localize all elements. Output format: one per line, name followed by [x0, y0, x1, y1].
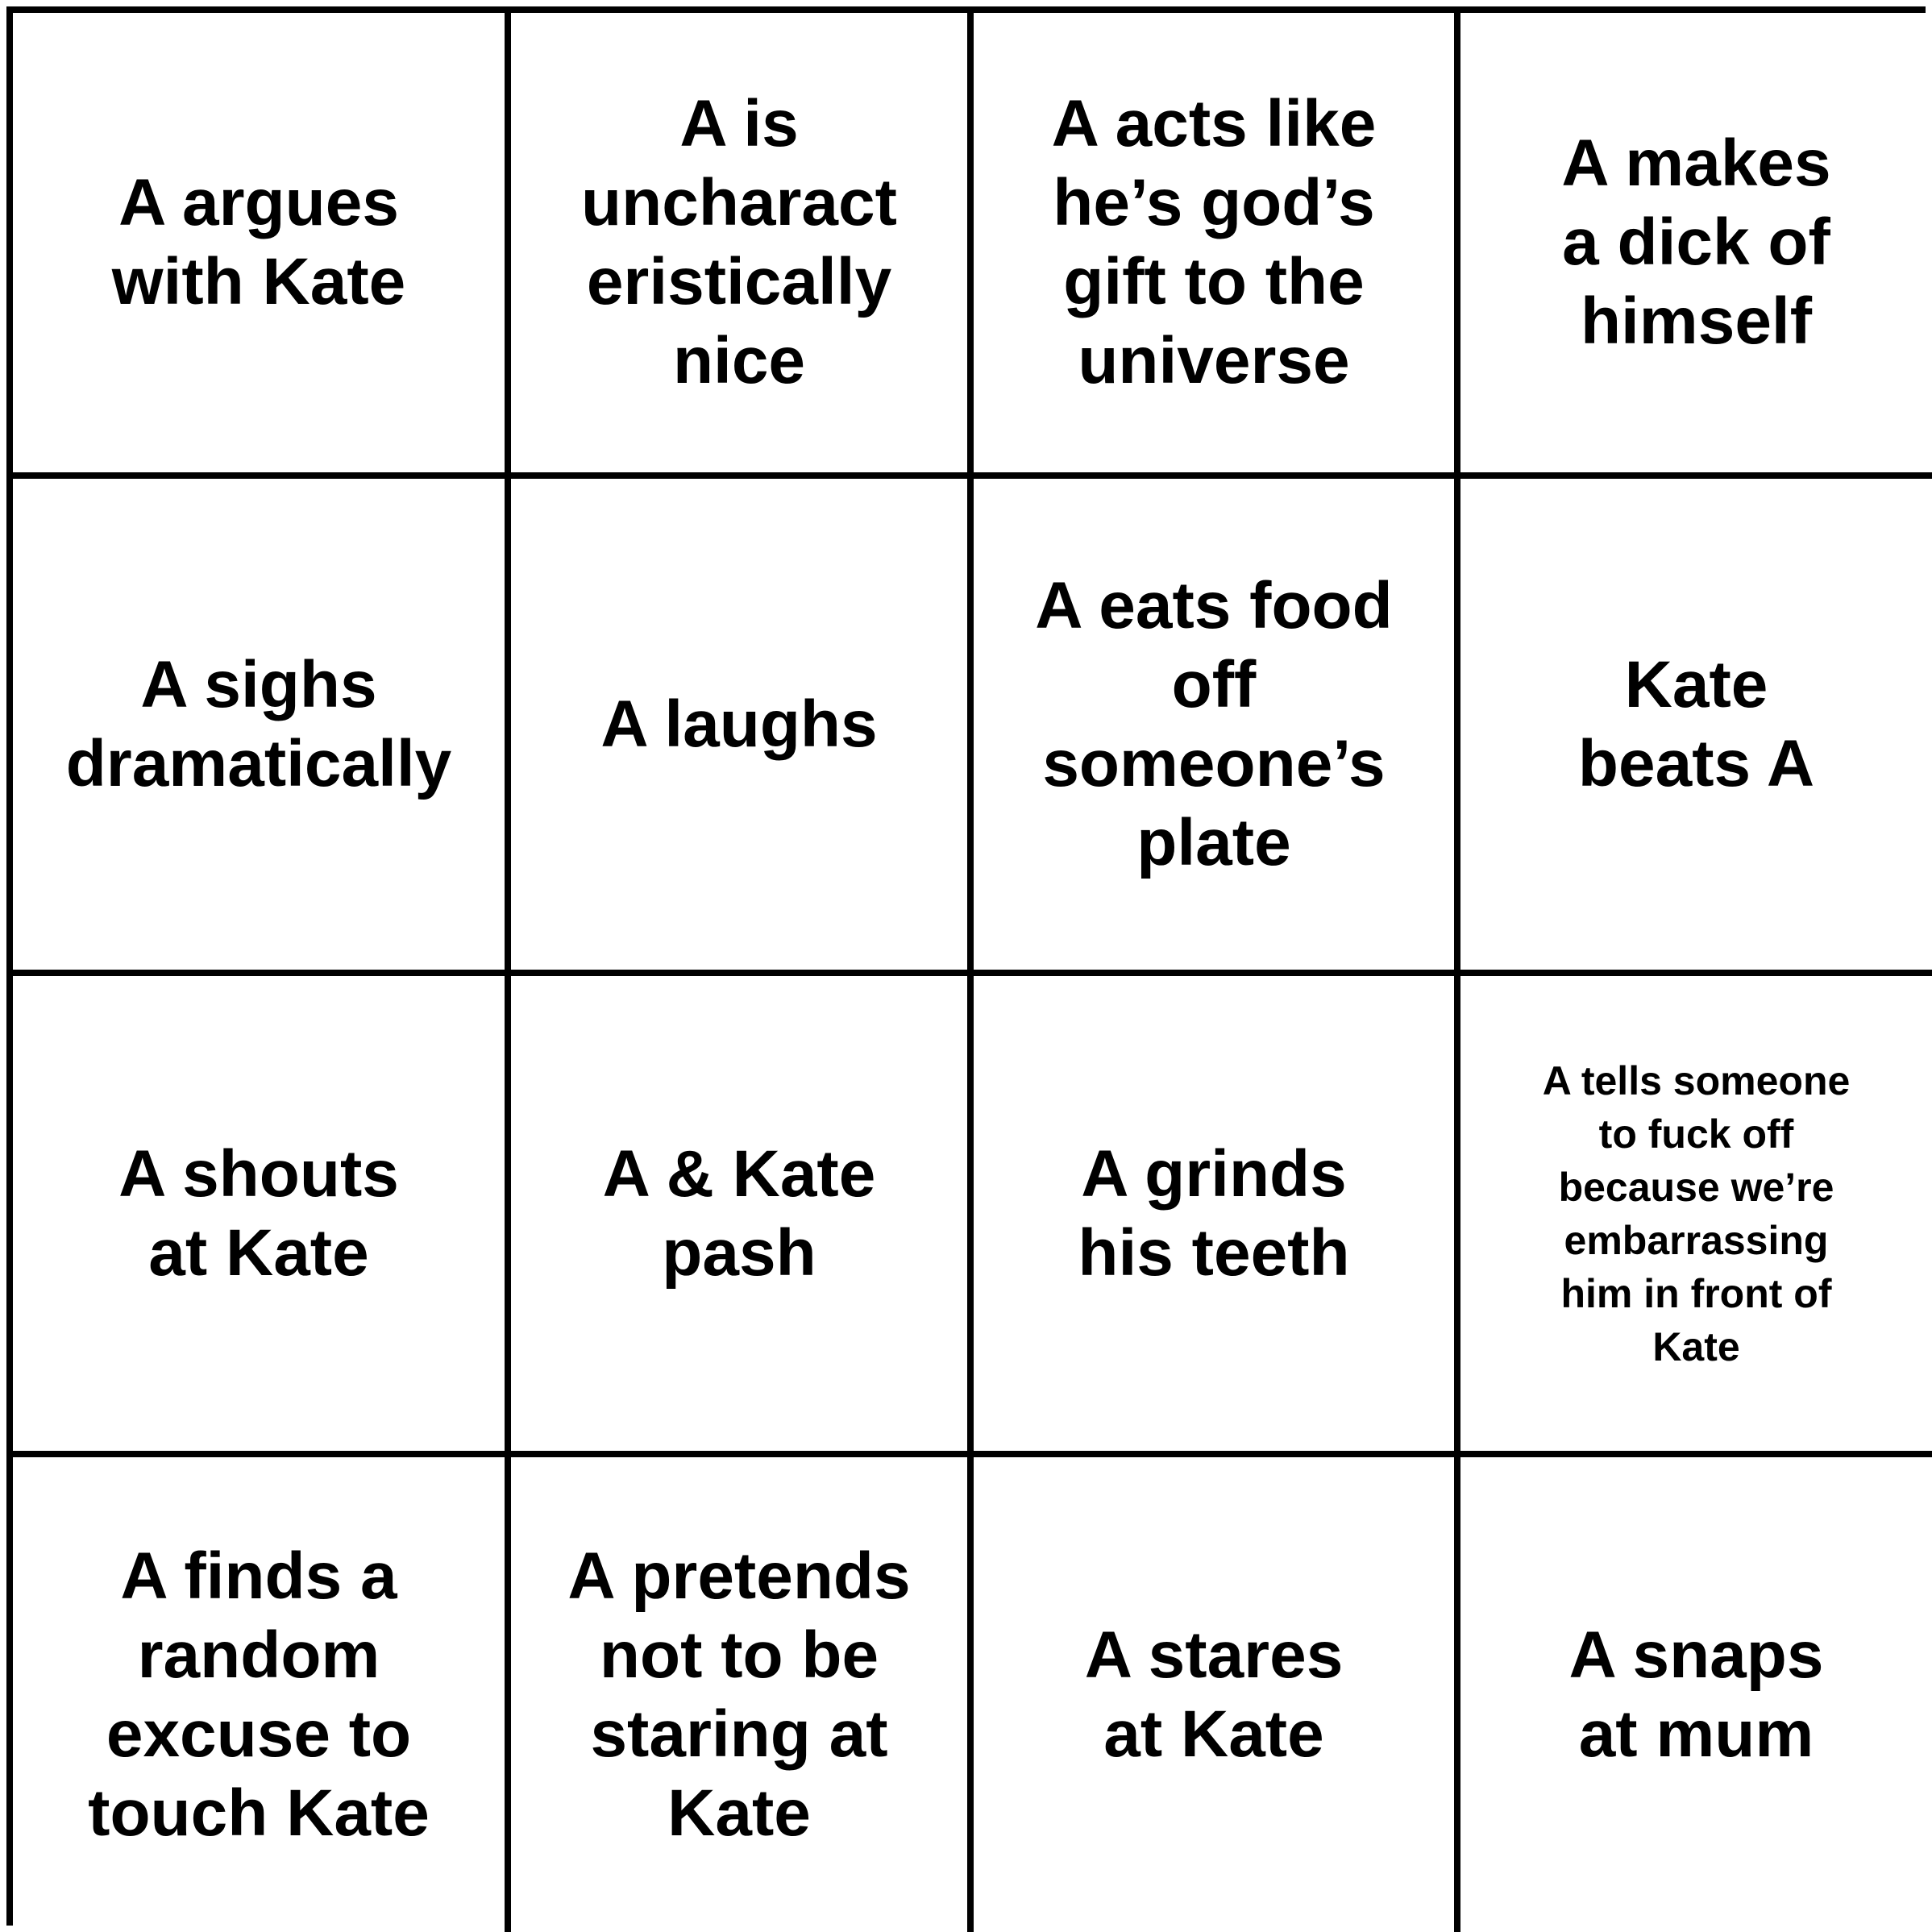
bingo-cell-text: A acts like he’s god’s gift to the universe — [1051, 87, 1377, 397]
bingo-cell-text: A snaps at mum — [1568, 1618, 1824, 1771]
bingo-cell-text: A pretends not to be staring at Kate — [567, 1539, 911, 1850]
bingo-cell-13[interactable] — [13, 1457, 511, 1932]
bingo-cell-text: A sighs dramatically — [65, 647, 452, 800]
bingo-cell-4[interactable] — [1460, 13, 1932, 479]
bingo-cell-11[interactable] — [974, 976, 1460, 1457]
bingo-cell-12[interactable] — [1460, 976, 1932, 1457]
bingo-cell-text: A tells someone to fuck off because we’re embarrassing him in front of Kate — [1542, 1057, 1851, 1369]
bingo-cell-2[interactable] — [511, 13, 974, 479]
bingo-cell-text: A finds a random excuse to touch Kate — [88, 1539, 430, 1850]
bingo-cell-text: A & Kate pash — [602, 1136, 876, 1290]
bingo-cell-16[interactable] — [1460, 1457, 1932, 1932]
bingo-cell-text: A stares at Kate — [1084, 1618, 1344, 1771]
bingo-cell-5[interactable] — [13, 479, 511, 976]
bingo-cell-text: A is uncharact eristically nice — [581, 87, 897, 397]
bingo-cell-text: A argues with Kate — [111, 166, 406, 318]
bingo-cell-14[interactable] — [511, 1457, 974, 1932]
bingo-cell-text: A grinds his teeth — [1078, 1136, 1350, 1290]
bingo-board — [6, 6, 1926, 1926]
bingo-cell-8[interactable] — [1460, 479, 1932, 976]
bingo-cell-9[interactable] — [13, 976, 511, 1457]
bingo-cell-1[interactable] — [13, 13, 511, 479]
bingo-cell-text: Kate beats A — [1577, 647, 1815, 800]
bingo-cell-text: A shouts at Kate — [118, 1136, 399, 1290]
bingo-cell-3[interactable] — [974, 13, 1460, 479]
bingo-cell-text: A laughs — [600, 687, 878, 761]
bingo-cell-15[interactable] — [974, 1457, 1460, 1932]
bingo-cell-10[interactable] — [511, 976, 974, 1457]
bingo-cell-text: A eats food off someone’s plate — [1035, 568, 1393, 879]
bingo-cell-7[interactable] — [974, 479, 1460, 976]
bingo-cell-text: A makes a dick of himself — [1561, 127, 1831, 358]
bingo-cell-6[interactable] — [511, 479, 974, 976]
